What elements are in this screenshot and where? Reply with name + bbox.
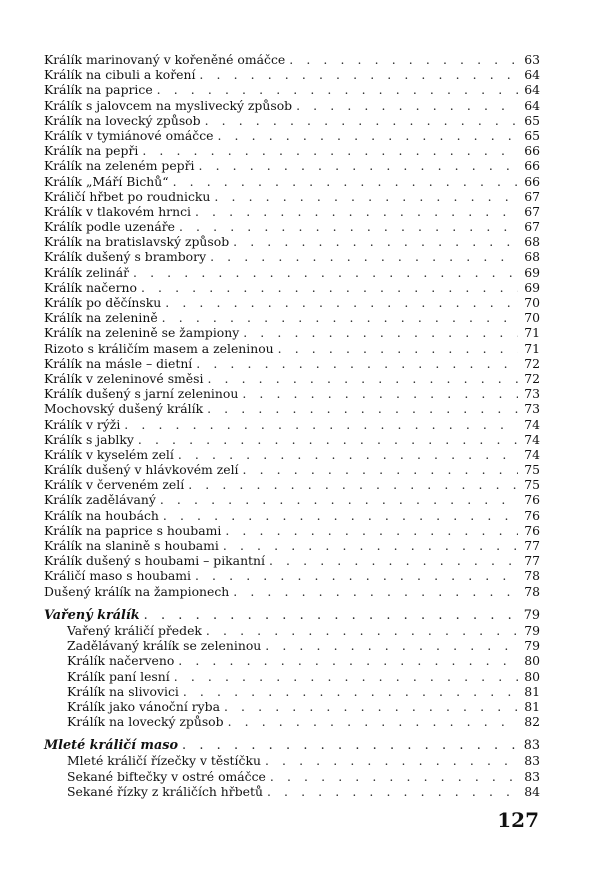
toc-entry	[44, 174, 540, 189]
toc-entry	[44, 113, 540, 128]
recipe-page-number: 71	[524, 340, 540, 356]
dot-leader	[289, 52, 518, 67]
dot-leader	[265, 753, 518, 768]
section-heading	[44, 608, 540, 623]
recipe-page-number: 76	[524, 522, 540, 538]
toc-entry	[44, 386, 540, 401]
dot-leader	[196, 356, 518, 371]
recipe-title: Králík na pepři	[44, 143, 139, 159]
recipe-title: Králík na másle – dietní	[44, 355, 193, 371]
recipe-title: Králík načerveno	[67, 653, 175, 669]
recipe-title: Vařený králičí předek	[67, 622, 202, 638]
recipe-page-number: 68	[524, 234, 540, 250]
toc-entry	[44, 753, 540, 768]
recipe-title: Králičí maso s houbami	[44, 568, 191, 584]
section-heading	[44, 738, 540, 753]
toc-entry	[44, 417, 540, 432]
dot-leader	[243, 462, 518, 477]
recipe-page-number: 67	[524, 203, 540, 219]
dot-leader	[224, 699, 518, 714]
toc-entry	[44, 128, 540, 143]
recipe-title: Mochovský dušený králík	[44, 401, 204, 417]
recipe-title: Králičí hřbet po roudnicku	[44, 188, 211, 204]
dot-leader	[228, 714, 518, 729]
recipe-title: Králík na bratislavský způsob	[44, 234, 230, 250]
dot-leader	[163, 508, 518, 523]
recipe-page-number: 71	[524, 325, 540, 341]
recipe-title: Dušený králík na žampionech	[44, 583, 230, 599]
dot-leader	[217, 128, 518, 143]
recipe-title: Králík zadělávaný	[44, 492, 156, 508]
dot-leader	[179, 219, 518, 234]
recipe-title: Králík s jalovcem na myslivecký způsob	[44, 97, 293, 113]
toc-entry	[44, 447, 540, 462]
recipe-page-number: 64	[524, 82, 540, 98]
dot-leader	[173, 174, 518, 189]
recipe-page-number: 65	[524, 127, 540, 143]
toc-entry	[44, 462, 540, 477]
recipe-title: Králík v kyselém zelí	[44, 446, 174, 462]
section-title: Mleté králičí maso	[44, 738, 178, 754]
recipe-page-number: 76	[524, 492, 540, 508]
recipe-title: Králík s jablky	[44, 431, 134, 447]
recipe-page-number: 79	[524, 622, 540, 638]
toc-entry	[44, 523, 540, 538]
toc-entry	[44, 189, 540, 204]
recipe-title: Králík jako vánoční ryba	[67, 698, 220, 714]
recipe-page-number: 83	[524, 768, 540, 784]
recipe-title: Králík zelinář	[44, 264, 130, 280]
dot-leader	[270, 769, 518, 784]
dot-leader	[267, 784, 518, 799]
recipe-title: Králík na zeleném pepři	[44, 158, 195, 174]
recipe-title: Králík v tlakovém hrnci	[44, 203, 191, 219]
toc-entry	[44, 699, 540, 714]
toc-entry	[44, 234, 540, 249]
recipe-page-number: 81	[524, 698, 540, 714]
section-page-number: 79	[523, 607, 540, 623]
recipe-page-number: 73	[524, 401, 540, 417]
recipe-title: Králík na zelenině	[44, 310, 158, 326]
recipe-page-number: 75	[524, 462, 540, 478]
toc-entry	[44, 52, 540, 67]
toc-entry	[44, 538, 540, 553]
toc-entry	[44, 684, 540, 699]
recipe-page-number: 64	[524, 67, 540, 83]
recipe-page-number: 70	[524, 310, 540, 326]
dot-leader	[242, 386, 518, 401]
recipe-page-number: 75	[524, 477, 540, 493]
toc-entry	[44, 508, 540, 523]
recipe-page-number: 70	[524, 295, 540, 310]
recipe-title: Králík paní lesní	[67, 668, 170, 684]
toc-entry	[44, 553, 540, 568]
toc-entry	[44, 98, 540, 113]
recipe-page-number: 82	[524, 714, 540, 730]
dot-leader	[178, 653, 518, 668]
dot-leader	[178, 447, 518, 462]
recipe-page-number: 80	[524, 668, 540, 684]
toc-entry	[44, 249, 540, 264]
recipe-page-number: 77	[524, 538, 540, 553]
toc-entry	[44, 295, 540, 310]
toc-entry	[44, 82, 540, 97]
dot-leader	[160, 492, 518, 507]
toc-entry	[44, 219, 540, 234]
recipe-page-number: 74	[524, 416, 540, 432]
recipe-title: Králík na zelenině se žampiony	[44, 325, 240, 341]
table-of-contents	[44, 52, 540, 799]
toc-entry	[44, 432, 540, 447]
recipe-title: Králík na cibuli a koření	[44, 67, 196, 83]
dot-leader	[210, 249, 518, 264]
recipe-title: Sekané řízky z králičích hřbetů	[67, 783, 263, 799]
dot-leader	[207, 401, 518, 416]
recipe-page-number: 79	[524, 638, 540, 654]
dot-leader	[124, 417, 518, 432]
recipe-page-number: 65	[524, 112, 540, 128]
dot-leader	[138, 432, 518, 447]
toc-entry	[44, 769, 540, 784]
recipe-page-number: 83	[524, 753, 540, 769]
toc-entry	[44, 143, 540, 158]
recipe-title: Rizoto s králičím masem a zeleninou	[44, 340, 274, 356]
recipe-page-number: 78	[524, 583, 540, 599]
toc-entry	[44, 477, 540, 492]
recipe-title: Králík na slanině s houbami	[44, 538, 219, 553]
recipe-title: Králík na houbách	[44, 507, 159, 523]
dot-leader	[144, 608, 518, 623]
toc-entry	[44, 341, 540, 356]
toc-entry	[44, 784, 540, 799]
section-title: Vařený králík	[44, 607, 140, 623]
recipe-title: Králík na paprice s houbami	[44, 522, 222, 538]
recipe-page-number: 67	[524, 188, 540, 204]
dot-leader	[233, 584, 518, 599]
dot-leader	[207, 371, 518, 386]
dot-leader	[225, 523, 518, 538]
recipe-title: Králík marinovaný v kořeněné omáčce	[44, 52, 286, 67]
recipe-page-number: 74	[524, 446, 540, 462]
recipe-page-number: 72	[524, 355, 540, 371]
toc-entry	[44, 669, 540, 684]
recipe-title: Králík načerno	[44, 279, 137, 295]
section-page-number: 83	[523, 738, 540, 754]
page-number: 127	[497, 808, 539, 832]
toc-entry	[44, 325, 540, 340]
recipe-title: Králík na paprice	[44, 82, 153, 98]
toc-entry	[44, 310, 540, 325]
recipe-page-number: 66	[524, 158, 540, 174]
recipe-title: Králík po děčínsku	[44, 295, 162, 310]
recipe-title: Králík v tymiánové omáčce	[44, 127, 214, 143]
recipe-title: Králík dušený s brambory	[44, 249, 207, 265]
recipe-page-number: 69	[524, 279, 540, 295]
recipe-title: Králík dušený v hlávkovém zelí	[44, 462, 239, 478]
recipe-title: Králík v zeleninové směsi	[44, 370, 204, 386]
recipe-title: Králík dušený s jarní zeleninou	[44, 386, 239, 402]
dot-leader	[233, 234, 518, 249]
dot-leader	[182, 738, 518, 753]
dot-leader	[133, 265, 518, 280]
recipe-title: Králík na lovecký způsob	[44, 112, 201, 128]
toc-entry	[44, 492, 540, 507]
dot-leader	[269, 553, 518, 568]
toc-entry	[44, 67, 540, 82]
dot-leader	[183, 684, 518, 699]
dot-leader	[199, 67, 518, 82]
recipe-page-number: 84	[524, 783, 540, 799]
toc-entry	[44, 401, 540, 416]
recipe-title: Králík v červeném zelí	[44, 477, 185, 493]
dot-leader	[157, 82, 518, 97]
recipe-page-number: 78	[524, 568, 540, 584]
dot-leader	[195, 204, 518, 219]
toc-entry	[44, 371, 540, 386]
recipe-page-number: 73	[524, 386, 540, 402]
recipe-page-number: 64	[524, 97, 540, 113]
recipe-page-number: 72	[524, 370, 540, 386]
dot-leader	[243, 325, 518, 340]
toc-entry	[44, 356, 540, 371]
recipe-title: Králík na lovecký způsob	[67, 714, 224, 730]
dot-leader	[206, 623, 518, 638]
dot-leader	[214, 189, 518, 204]
toc-entry	[44, 158, 540, 173]
toc-entry	[44, 265, 540, 280]
toc-entry	[44, 584, 540, 599]
toc-entry	[44, 280, 540, 295]
toc-entry	[44, 638, 540, 653]
recipe-title: Mleté králičí řízečky v těstíčku	[67, 753, 261, 769]
recipe-page-number: 69	[524, 264, 540, 280]
recipe-title: Králík v rýži	[44, 416, 121, 432]
dot-leader	[188, 477, 518, 492]
dot-leader	[265, 638, 518, 653]
dot-leader	[199, 158, 519, 173]
toc-entry	[44, 714, 540, 729]
recipe-page-number: 66	[524, 173, 540, 189]
toc-entry	[44, 623, 540, 638]
recipe-page-number: 67	[524, 219, 540, 235]
recipe-title: Králík podle uzenáře	[44, 219, 175, 235]
dot-leader	[195, 568, 518, 583]
dot-leader	[278, 341, 518, 356]
dot-leader	[142, 143, 518, 158]
dot-leader	[174, 669, 518, 684]
recipe-title: Králík dušený s houbami – pikantní	[44, 553, 265, 569]
recipe-title: Zadělávaný králík se zeleninou	[67, 638, 262, 654]
dot-leader	[223, 538, 518, 553]
toc-entry	[44, 653, 540, 668]
recipe-page-number: 77	[524, 553, 540, 569]
recipe-title: Králík na slivovici	[67, 683, 179, 699]
dot-leader	[162, 310, 518, 325]
toc-entry	[44, 568, 540, 583]
recipe-page-number: 81	[524, 683, 540, 699]
recipe-page-number: 76	[524, 507, 540, 523]
recipe-page-number: 66	[524, 143, 540, 159]
dot-leader	[165, 295, 518, 310]
dot-leader	[205, 113, 518, 128]
recipe-title: Králík „Máří Bichů“	[44, 173, 169, 189]
recipe-page-number: 68	[524, 249, 540, 265]
recipe-page-number: 63	[524, 52, 540, 67]
recipe-page-number: 74	[524, 431, 540, 447]
recipe-title: Sekané biftečky v ostré omáčce	[67, 768, 266, 784]
dot-leader	[296, 98, 518, 113]
recipe-page-number: 80	[524, 653, 540, 669]
toc-entry	[44, 204, 540, 219]
dot-leader	[141, 280, 518, 295]
